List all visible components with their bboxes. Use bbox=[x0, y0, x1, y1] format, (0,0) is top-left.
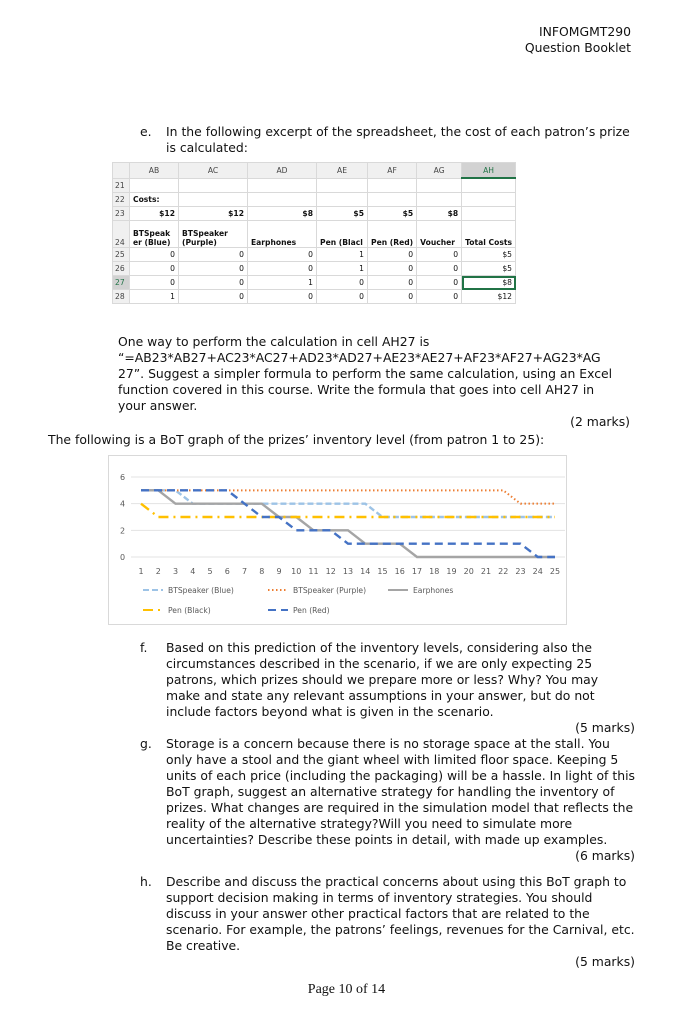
cell[interactable]: $5 bbox=[462, 248, 516, 262]
cell[interactable]: 0 bbox=[179, 248, 248, 262]
x-tick-label: 13 bbox=[342, 567, 354, 576]
cell[interactable]: 0 bbox=[417, 290, 462, 304]
table-row bbox=[113, 207, 516, 221]
cell[interactable]: $12 bbox=[130, 207, 179, 221]
question-body: Storage is a concern because there is no storage space at the stall. You only have a stool and the giant wheel with limited floor space. Keeping 5 units of each price (including the packaging) will be a hassle. In light of this BoT graph, suggest an alternative strategy for handling the inventory of prizes. What changes are required in the simulation model that reflects the reality of the alternative strategy?Will you need to simulate more uncertainties? Describe these points in detail, with made up examples. bbox=[166, 736, 635, 847]
x-tick-label: 15 bbox=[377, 567, 388, 576]
cell[interactable]: $8 bbox=[462, 276, 516, 290]
question-label: e. bbox=[140, 124, 152, 139]
row-header[interactable]: 25 bbox=[113, 248, 130, 262]
table-row bbox=[113, 221, 516, 248]
cell[interactable] bbox=[417, 193, 462, 207]
cell[interactable]: $5 bbox=[368, 207, 417, 221]
row-header[interactable]: 24 bbox=[113, 221, 130, 248]
x-tick-label: 3 bbox=[172, 567, 179, 576]
cell[interactable]: 0 bbox=[179, 290, 248, 304]
table-row bbox=[113, 290, 516, 304]
x-tick-label: 10 bbox=[291, 567, 302, 576]
question-e bbox=[140, 124, 635, 156]
column-header[interactable]: AB bbox=[130, 163, 179, 179]
table-row bbox=[113, 262, 516, 276]
x-tick-label: 9 bbox=[276, 567, 282, 576]
cell-line: er (Blue) bbox=[133, 238, 171, 247]
question-intro: In the following excerpt of the spreadsheet, the cost of each patron’s prize is calculated: bbox=[166, 124, 630, 155]
cell-line: BTSpeak bbox=[133, 229, 171, 238]
x-tick-label: 11 bbox=[308, 567, 319, 576]
cell[interactable]: 0 bbox=[179, 262, 248, 276]
table-row bbox=[113, 178, 516, 193]
cell[interactable] bbox=[248, 178, 317, 193]
y-tick-label: 2 bbox=[120, 526, 126, 536]
cell[interactable] bbox=[248, 193, 317, 207]
cell[interactable] bbox=[130, 178, 179, 193]
x-tick-label: 7 bbox=[241, 567, 248, 576]
column-header[interactable]: AH bbox=[462, 163, 516, 179]
cell[interactable] bbox=[317, 193, 368, 207]
spreadsheet-excerpt bbox=[112, 162, 516, 304]
y-tick-label: 6 bbox=[120, 473, 126, 482]
y-tick-label: 0 bbox=[120, 553, 126, 562]
column-header[interactable]: AC bbox=[179, 163, 248, 179]
cell[interactable]: Voucher bbox=[417, 221, 462, 248]
cell[interactable]: Earphones bbox=[248, 221, 317, 248]
cell[interactable]: 0 bbox=[417, 276, 462, 290]
x-tick-label: 21 bbox=[480, 567, 492, 576]
cell[interactable]: 0 bbox=[368, 262, 417, 276]
marks: (6 marks) bbox=[575, 848, 635, 863]
legend-label: Earphones bbox=[413, 586, 454, 595]
cell[interactable]: Pen (Red) bbox=[368, 221, 417, 248]
cell[interactable] bbox=[462, 207, 516, 221]
cell[interactable]: Total Costs bbox=[462, 221, 516, 248]
cell[interactable]: 1 bbox=[248, 276, 317, 290]
booklet-title: Question Booklet bbox=[524, 40, 631, 55]
x-tick-label: 1 bbox=[138, 567, 144, 576]
marks: (2 marks) bbox=[570, 414, 630, 429]
legend-label: BTSpeaker (Blue) bbox=[168, 586, 234, 595]
cell[interactable] bbox=[317, 178, 368, 193]
cell[interactable] bbox=[179, 178, 248, 193]
cell[interactable]: 0 bbox=[248, 248, 317, 262]
row-header[interactable]: 23 bbox=[113, 207, 130, 221]
row-header[interactable]: 21 bbox=[113, 178, 130, 193]
cell[interactable]: $8 bbox=[417, 207, 462, 221]
cell[interactable]: 0 bbox=[179, 276, 248, 290]
marks: (5 marks) bbox=[575, 954, 635, 969]
x-tick-label: 14 bbox=[360, 567, 371, 576]
page-number: Page 10 of 14 bbox=[307, 982, 386, 997]
cell[interactable]: 0 bbox=[130, 248, 179, 262]
cell[interactable]: Costs: bbox=[130, 193, 179, 207]
row-header[interactable]: 26 bbox=[113, 262, 130, 276]
graph-intro: The following is a BoT graph of the prizes’ inventory level (from patron 1 to 25): bbox=[48, 432, 545, 447]
cell[interactable]: $8 bbox=[248, 207, 317, 221]
cell[interactable] bbox=[368, 193, 417, 207]
column-header[interactable]: AF bbox=[368, 163, 417, 179]
question-label: f. bbox=[140, 640, 148, 655]
y-tick-label: 4 bbox=[120, 499, 126, 509]
cell[interactable]: 0 bbox=[317, 276, 368, 290]
table-row bbox=[113, 276, 516, 290]
cell[interactable]: 0 bbox=[130, 276, 179, 290]
x-tick-label: 25 bbox=[549, 567, 561, 576]
marks: (5 marks) bbox=[575, 720, 635, 735]
x-tick-label: 5 bbox=[207, 567, 213, 576]
course-code: INFOMGMT290 bbox=[538, 24, 631, 39]
question-label: g. bbox=[140, 736, 152, 751]
row-header[interactable]: 28 bbox=[113, 290, 130, 304]
cell[interactable] bbox=[130, 221, 179, 248]
question-body: Based on this prediction of the inventory levels, considering also the circumstances described in the scenario, if we are only expecting 25 patrons, which prizes should we prepare more or less? Why? You may make and state any relevant assumptions in your answer, but do not include factors beyond what is given in the scenario. bbox=[166, 640, 599, 719]
cell[interactable]: $5 bbox=[317, 207, 368, 221]
cell[interactable]: 1 bbox=[130, 290, 179, 304]
cell-line: BTSpeaker bbox=[182, 229, 228, 238]
row-header[interactable]: 22 bbox=[113, 193, 130, 207]
question-label: h. bbox=[140, 874, 152, 889]
legend-label: BTSpeaker (Purple) bbox=[293, 586, 367, 595]
cell[interactable]: 0 bbox=[417, 262, 462, 276]
x-tick-label: 20 bbox=[463, 567, 474, 576]
cell[interactable]: Pen (Blacl bbox=[317, 221, 368, 248]
cell[interactable] bbox=[462, 178, 516, 193]
x-tick-label: 24 bbox=[532, 567, 543, 576]
cell-line: (Purple) bbox=[182, 238, 217, 247]
x-tick-label: 2 bbox=[155, 567, 161, 576]
cell[interactable]: 0 bbox=[368, 248, 417, 262]
cell[interactable] bbox=[368, 178, 417, 193]
x-tick-label: 17 bbox=[411, 567, 423, 576]
corner-cell[interactable] bbox=[113, 163, 130, 179]
question-g bbox=[140, 736, 635, 863]
cell[interactable] bbox=[417, 178, 462, 193]
question-f bbox=[140, 640, 635, 735]
table-row bbox=[113, 248, 516, 262]
cell[interactable]: 1 bbox=[317, 248, 368, 262]
cell[interactable]: $12 bbox=[462, 290, 516, 304]
x-tick-label: 22 bbox=[498, 567, 509, 576]
cell[interactable]: 0 bbox=[248, 262, 317, 276]
page-header bbox=[525, 24, 631, 56]
question-h bbox=[140, 874, 635, 969]
question-e-body: One way to perform the calculation in cell AH27 is “=AB23*AB27+AC23*AC27+AD23*AD27+AE23*AE27+AF23*AF27+AG23*AG 27”. Suggest a simpler formula to perform the same calculation, using an Excel function covered in this course. Write the formula that goes into cell AH27 in your answer. bbox=[118, 334, 613, 413]
x-tick-label: 8 bbox=[259, 567, 265, 576]
x-tick-label: 18 bbox=[429, 567, 440, 576]
bot-graph bbox=[108, 455, 568, 625]
x-tick-label: 4 bbox=[190, 567, 196, 576]
x-tick-label: 23 bbox=[515, 567, 526, 576]
cell[interactable]: 0 bbox=[130, 262, 179, 276]
column-header[interactable]: AE bbox=[317, 163, 368, 179]
x-tick-label: 16 bbox=[394, 567, 405, 576]
legend-label: Pen (Red) bbox=[293, 606, 330, 615]
row-header[interactable]: 27 bbox=[113, 276, 130, 290]
question-body: Describe and discuss the practical concerns about using this BoT graph to support decision making in terms of inventory strategies. You should discuss in your answer other practical factors that are related to the scenario. For example, the patrons’ feelings, revenues for the Carnival, etc. Be creative. bbox=[166, 874, 635, 953]
cell[interactable] bbox=[179, 193, 248, 207]
column-header[interactable]: AD bbox=[248, 163, 317, 179]
cell[interactable]: 0 bbox=[368, 276, 417, 290]
x-tick-label: 19 bbox=[446, 567, 457, 576]
cell[interactable] bbox=[462, 193, 516, 207]
column-header[interactable]: AG bbox=[417, 163, 462, 179]
cell[interactable]: 0 bbox=[248, 290, 317, 304]
cell[interactable]: 0 bbox=[368, 290, 417, 304]
cell[interactable]: 0 bbox=[317, 290, 368, 304]
cell[interactable] bbox=[179, 221, 248, 248]
cell[interactable]: 0 bbox=[417, 248, 462, 262]
cell[interactable]: $5 bbox=[462, 262, 516, 276]
cell[interactable]: $12 bbox=[179, 207, 248, 221]
chart-frame bbox=[109, 456, 567, 625]
cell[interactable]: 1 bbox=[317, 262, 368, 276]
table-row bbox=[113, 193, 516, 207]
x-tick-label: 12 bbox=[325, 567, 336, 576]
legend-label: Pen (Black) bbox=[168, 606, 211, 615]
x-tick-label: 6 bbox=[224, 567, 230, 576]
